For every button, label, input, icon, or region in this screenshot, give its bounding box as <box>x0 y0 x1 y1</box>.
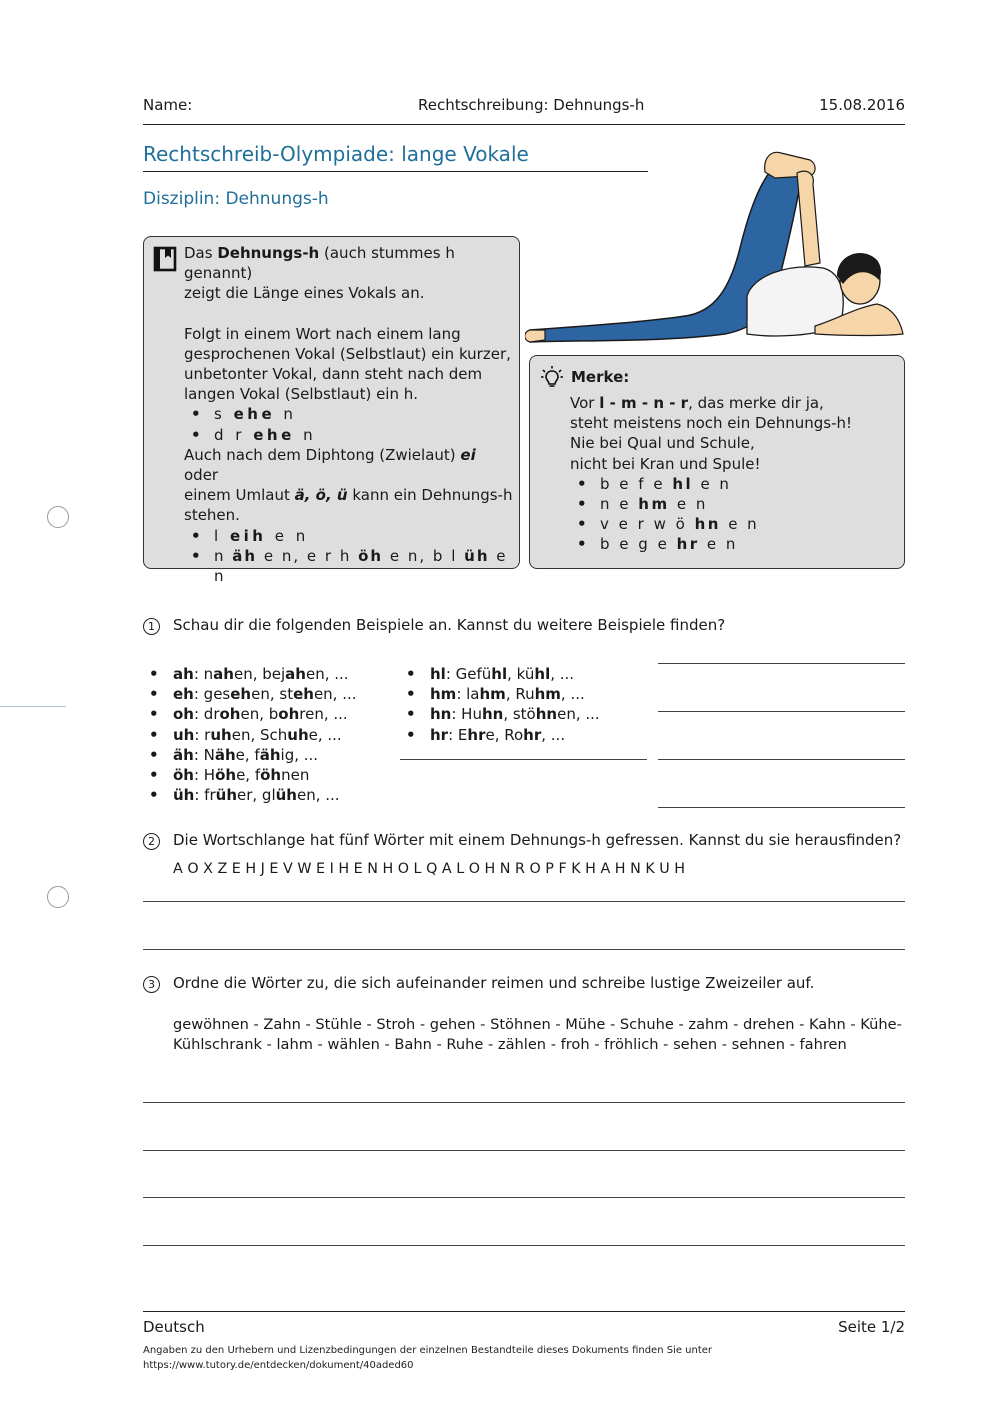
answer-line[interactable] <box>143 1150 905 1151</box>
answer-line[interactable] <box>658 711 905 712</box>
umlaut-line: einem Umlaut ä, ö, ü kann ein Dehnungs-h <box>184 486 513 505</box>
answer-line[interactable] <box>143 901 905 902</box>
merke-heading: Merke: <box>571 368 630 386</box>
page-subtitle: Disziplin: Dehnungs-h <box>143 189 329 209</box>
merke-example: • v e r w ö hn e n <box>570 514 900 534</box>
punch-hole <box>47 506 69 528</box>
example-row: • oh: drohen, bohren, ... <box>143 704 357 724</box>
task1-instruction: Schau dir die folgenden Beispiele an. Kannst du weitere Beispiele finden? <box>173 616 726 634</box>
word-snake: A O X Z E H J E V W E I H E N H O L Q A L O H N R O P F K H A H N K U H <box>173 861 686 877</box>
example-row: • hn: Huhn, stöhnen, ... <box>400 704 600 724</box>
info-para-line: unbetonter Vokal, dann steht nach dem <box>184 365 483 384</box>
example-row: • uh: ruhen, Schuhe, ... <box>143 725 357 745</box>
rhyme-words-line: gewöhnen - Zahn - Stühle - Stroh - gehen - Stöhnen - Mühe - Schuhe - zahm - drehen - Kahn - Kühe- <box>173 1016 902 1033</box>
page-number: Seite 1/2 <box>838 1318 905 1336</box>
answer-line[interactable] <box>658 663 905 664</box>
lightbulb-icon <box>540 365 564 389</box>
merke-line: Nie bei Qual und Schule, <box>570 434 755 453</box>
answer-line[interactable] <box>658 807 905 808</box>
task2-instruction: Die Wortschlange hat fünf Wörter mit einem Dehnungs-h gefressen. Kannst du sie herausfinden? <box>173 831 902 849</box>
answer-line[interactable] <box>143 949 905 950</box>
task1-left-list <box>143 664 357 805</box>
example-row: • hm: lahm, Ruhm, ... <box>400 684 600 704</box>
book-icon <box>153 246 177 272</box>
name-label: Name: <box>143 96 193 114</box>
yoga-illustration <box>525 148 910 348</box>
merke-line: nicht bei Kran und Spule! <box>570 454 761 473</box>
example-item: • l eih e n <box>184 526 514 546</box>
footer-subject: Deutsch <box>143 1318 205 1336</box>
task-number: 3 <box>143 976 160 993</box>
example-row: • öh: Höhe, föhnen <box>143 765 357 785</box>
info-line-2: zeigt die Länge eines Vokals an. <box>184 284 425 303</box>
task1-right-list <box>400 664 600 745</box>
merke-text <box>570 393 900 555</box>
example-row: • hr: Ehre, Rohr, ... <box>400 725 600 745</box>
merke-example: • b e f e hl e n <box>570 474 900 494</box>
example-row: • äh: Nähe, fähig, ... <box>143 745 357 765</box>
fold-mark <box>0 706 66 707</box>
info-box-text <box>184 243 514 586</box>
answer-line[interactable] <box>143 1197 905 1198</box>
document-date: 15.08.2016 <box>819 96 905 114</box>
example-item: • s ehe n <box>184 404 514 424</box>
rhyme-word-list <box>173 1015 902 1055</box>
example-item: • d r ehe n <box>184 425 514 445</box>
header-divider <box>143 124 905 125</box>
stehen-line: stehen. <box>184 506 240 525</box>
license-url[interactable]: https://www.tutory.de/entdecken/dokument/40aded60 <box>143 1360 414 1371</box>
example-row: • ah: nahen, bejahen, ... <box>143 664 357 684</box>
merke-example: • b e g e hr e n <box>570 534 900 554</box>
diphthong-line: Auch nach dem Diphtong (Zwielaut) ei oder <box>184 445 476 485</box>
task-number: 2 <box>143 833 160 850</box>
answer-line[interactable] <box>143 1102 905 1103</box>
example-row: • üh: früher, glühen, ... <box>143 785 357 805</box>
footer-divider <box>143 1311 905 1312</box>
punch-hole <box>47 886 69 908</box>
document-subject: Rechtschreibung: Dehnungs-h <box>418 96 645 114</box>
merke-example: • n e hm e n <box>570 494 900 514</box>
task-number: 1 <box>143 618 160 635</box>
rhyme-words-line: Kühlschrank - lahm - wählen - Bahn - Ruhe - zählen - froh - fröhlich - sehen - sehnen - fahren <box>173 1036 847 1054</box>
page-title: Rechtschreib-Olympiade: lange Vokale <box>143 142 529 166</box>
answer-line[interactable] <box>400 759 647 760</box>
info-para-line: gesprochenen Vokal (Selbstlaut) ein kurzer, <box>184 344 511 363</box>
answer-line[interactable] <box>658 759 905 760</box>
info-para-line: Folgt in einem Wort nach einem lang <box>184 324 461 343</box>
merke-line-1: Vor l - m - n - r, das merke dir ja, <box>570 394 824 412</box>
license-note: Angaben zu den Urhebern und Lizenzbedingungen der einzelnen Bestandteile dieses Dokuments finden Sie unter <box>143 1345 713 1356</box>
example-row: • eh: gesehen, stehen, ... <box>143 684 357 704</box>
example-row: • hl: Gefühl, kühl, ... <box>400 664 600 684</box>
merke-line: steht meistens noch ein Dehnungs-h! <box>570 414 853 433</box>
info-para-line: langen Vokal (Selbstlaut) ein h. <box>184 385 419 404</box>
info-line-1: Das Dehnungs-h (auch stummes h genannt) <box>184 244 455 283</box>
task3-instruction: Ordne die Wörter zu, die sich aufeinander reimen und schreibe lustige Zweizeiler auf. <box>173 974 815 992</box>
answer-line[interactable] <box>143 1245 905 1246</box>
example-item: • n äh e n, e r h öh e n, b l üh e n <box>184 546 514 586</box>
